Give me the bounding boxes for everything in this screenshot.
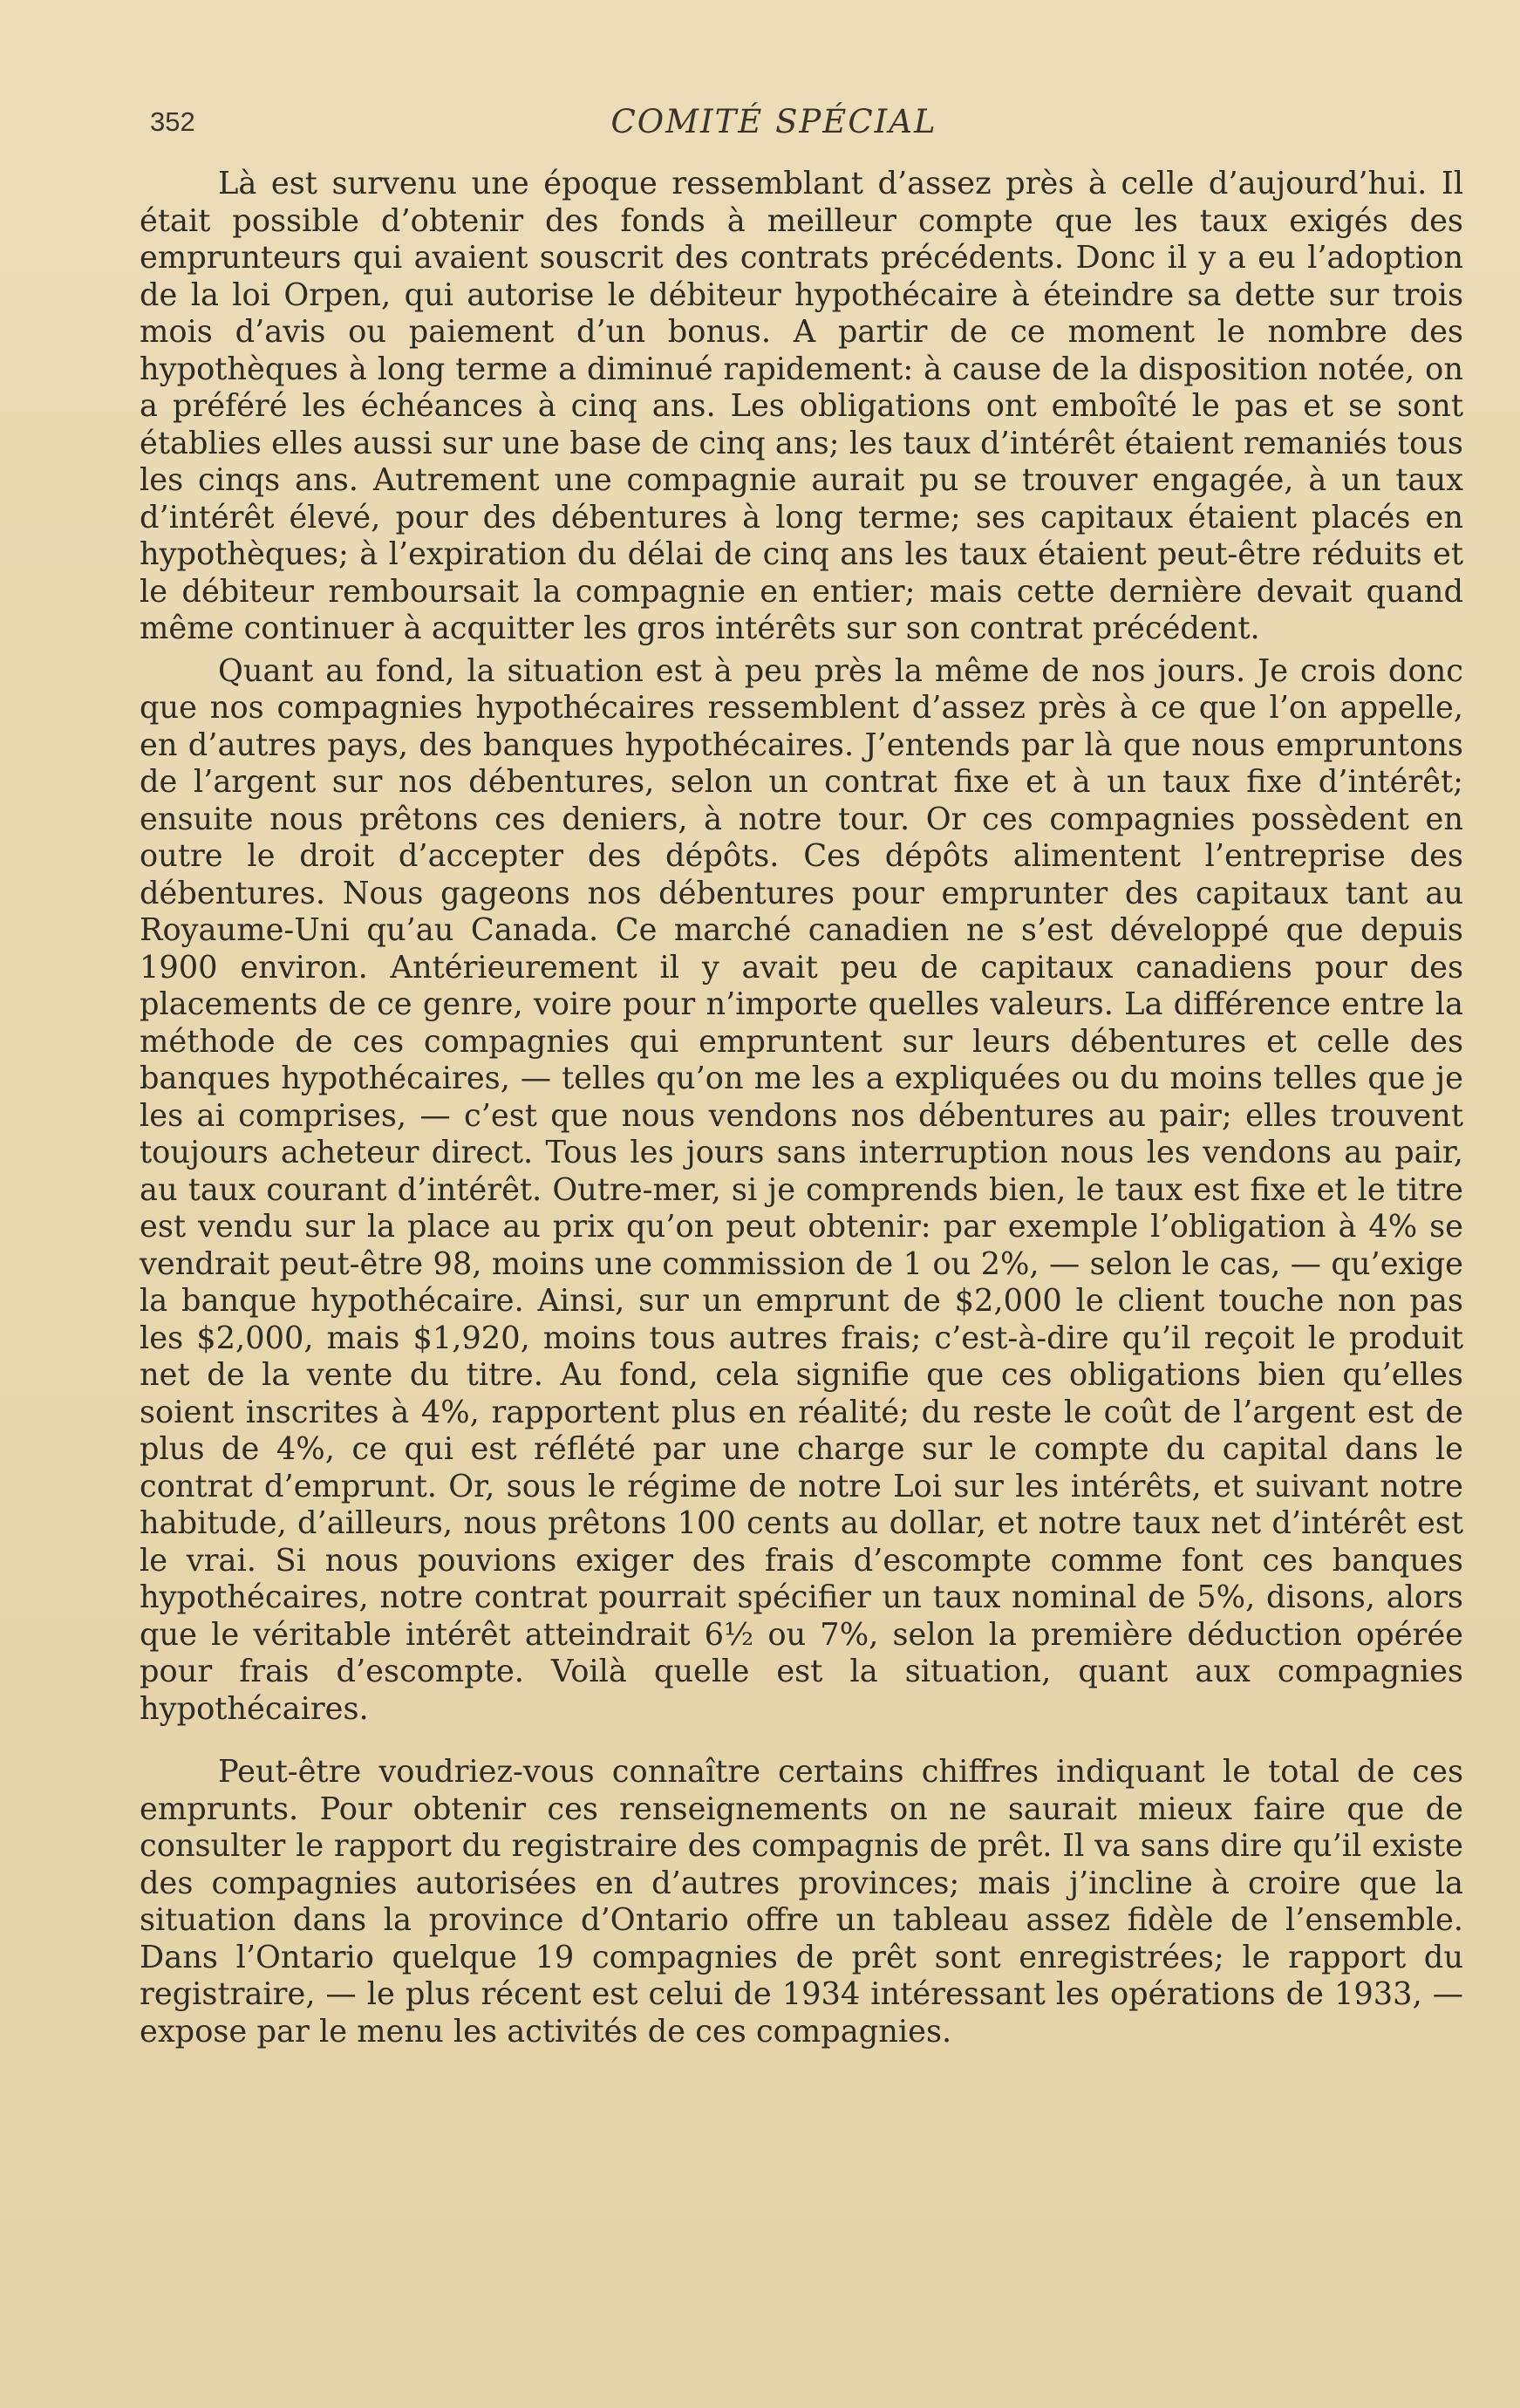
- page-number: 352: [150, 106, 195, 137]
- page-header: [150, 103, 1398, 155]
- paragraph-3: Peut-être voudriez-vous connaître certains chiffres indiquant le total de ces emprunts. Pour obtenir ces renseignements on ne saurait mieux faire que de consulter le rapport du registraire des compagnis de prêt. Il va sans dire qu’il existe des compagnies autorisées en d’autres provinces; mais j’incline à croire que la situation dans la province d’Ontario offre un tableau assez fidèle de l’ensemble. Dans l’Ontario quelque 19 compagnies de prêt sont enregistrées; le rapport du registraire, — le plus récent est celui de 1934 intéressant les opérations de 1933, — expose par le menu les activités de ces compagnies.: [140, 1754, 1463, 2050]
- running-head: COMITÉ SPÉCIAL: [610, 103, 937, 140]
- body-text: [140, 166, 1463, 2050]
- paragraph-2: Quant au fond, la situation est à peu près la même de nos jours. Je crois donc que nos compagnies hypothécaires ressemblent d’assez près à ce que l’on appelle, en d’autres pays, des banques hypothécaires. J’entends par là que nous empruntons de l’argent sur nos débentures, selon un contrat fixe et à un taux fixe d’intérêt; ensuite nous prêtons ces deniers, à notre tour. Or ces compagnies possèdent en outre le droit d’accepter des dépôts. Ces dépôts alimentent l’entreprise des débentures. Nous gageons nos débentures pour emprunter des capitaux tant au Royaume-Uni qu’au Canada. Ce marché canadien ne s’est développé que depuis 1900 environ. Antérieurement il y avait peu de capitaux canadiens pour des placements de ce genre, voire pour n’importe quelles valeurs. La différence entre la méthode de ces compagnies qui empruntent sur leurs débentures et celle des banques hypothécaires, — telles qu’on me les a expliquées ou du moins telles que je les ai comprises, — c’est que nous vendons nos débentures au pair; elles trouvent toujours acheteur direct. Tous les jours sans interruption nous les vendons au pair, au taux courant d’intérêt. Outre-mer, si je comprends bien, le taux est fixe et le titre est vendu sur la place au prix qu’on peut obtenir: par exemple l’obligation à 4% se vendrait peut-être 98, moins une commission de 1 ou 2%, — selon le cas, — qu’exige la banque hypothécaire. Ainsi, sur un emprunt de $2,000 le client touche non pas les $2,000, mais $1,920, moins tous autres frais; c’est-à-dire qu’il reçoit le produit net de la vente du titre. Au fond, cela signifie que ces obligations bien qu’elles soient inscrites à 4%, rapportent plus en réalité; du reste le coût de l’argent est de plus de 4%, ce qui est réflété par une charge sur le compte du capital dans le contrat d’emprunt. Or, sous le régime de notre Loi sur les intérêts, et suivant notre habitude, d’ailleurs, nous prêtons 100 cents au dollar, et notre taux net d’intérêt est le vrai. Si nous pouvions exiger des frais d’escompte comme font ces banques hypothécaires, notre contrat pourrait spécifier un taux nominal de 5%, disons, alors que le véritable intérêt atteindrait 6½ ou 7%, selon la première déduction opérée pour frais d’escompte. Voilà quelle est la situation, quant aux compagnies hypothécaires.: [140, 652, 1463, 1727]
- paragraph-1: Là est survenu une époque ressemblant d’assez près à celle d’aujourd’hui. Il était possible d’obtenir des fonds à meilleur compte que les taux exigés des emprunteurs qui avaient souscrit des contrats précédents. Donc il y a eu l’adoption de la loi Orpen, qui autorise le débiteur hypothécaire à éteindre sa dette sur trois mois d’avis ou paiement d’un bonus. A partir de ce moment le nombre des hypothèques à long terme a diminué rapidement: à cause de la disposition notée, on a préféré les échéances à cinq ans. Les obligations ont emboîté le pas et se sont établies elles aussi sur une base de cinq ans; les taux d’intérêt étaient remaniés tous les cinqs ans. Autrement une compagnie aurait pu se trouver engagée, à un taux d’intérêt élevé, pour des débentures à long terme; ses capitaux étaient placés en hypothèques; à l’expiration du délai de cinq ans les taux étaient peut-être réduits et le débiteur remboursait la compagnie en entier; mais cette dernière devait quand même continuer à acquitter les gros intérêts sur son contrat précédent.: [140, 166, 1463, 646]
